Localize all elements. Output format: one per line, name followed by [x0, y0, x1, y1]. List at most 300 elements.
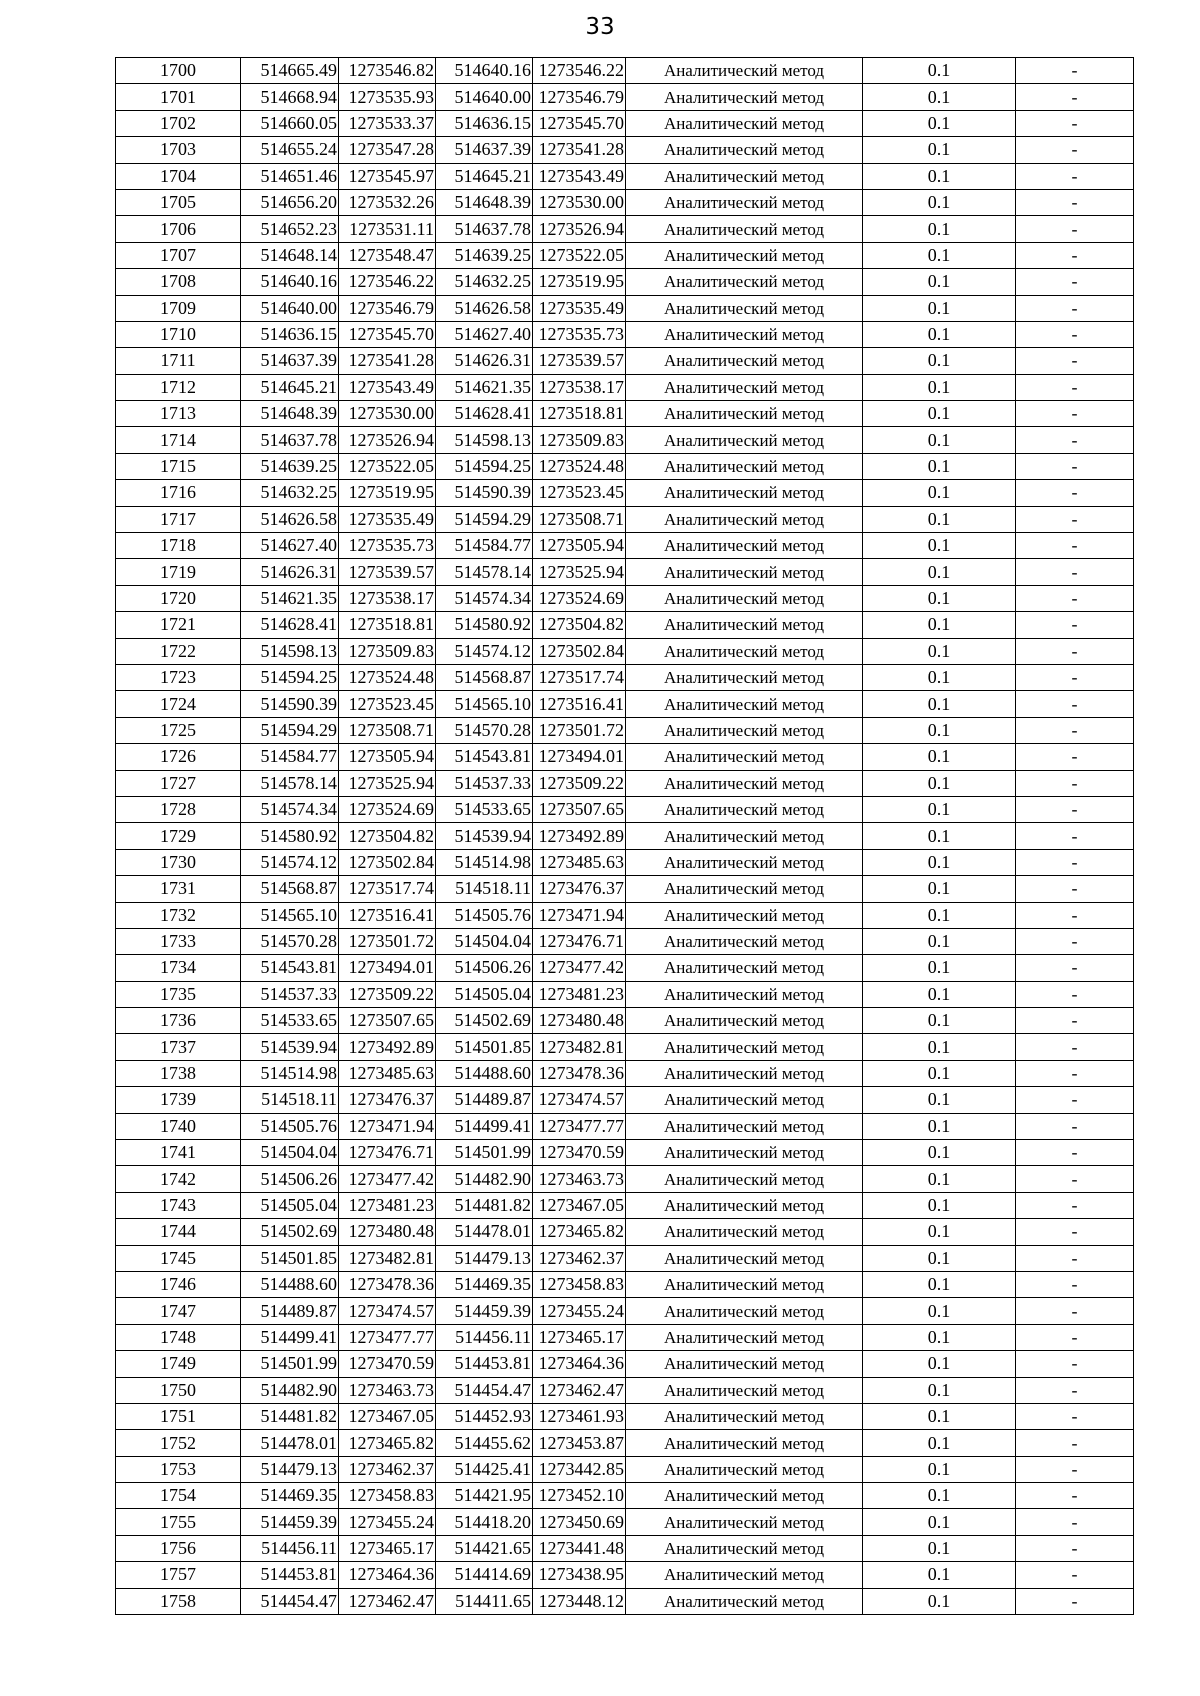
y-end-cell: 1273530.00 — [533, 189, 626, 215]
y-start-cell: 1273522.05 — [339, 453, 436, 479]
accuracy-cell: 0.1 — [863, 1060, 1016, 1086]
y-end-cell: 1273524.48 — [533, 453, 626, 479]
note-cell: - — [1016, 1403, 1134, 1429]
y-start-cell: 1273467.05 — [339, 1403, 436, 1429]
accuracy-cell: 0.1 — [863, 1377, 1016, 1403]
table-row — [116, 849, 1134, 875]
y-start-cell: 1273508.71 — [339, 717, 436, 743]
point-number-cell: 1744 — [116, 1219, 241, 1245]
table-row — [116, 1351, 1134, 1377]
y-end-cell: 1273448.12 — [533, 1588, 626, 1614]
y-end-cell: 1273480.48 — [533, 1008, 626, 1034]
point-number-cell: 1732 — [116, 902, 241, 928]
y-end-cell: 1273519.95 — [533, 269, 626, 295]
x-end-cell: 514565.10 — [436, 691, 533, 717]
method-cell: Аналитический метод — [626, 559, 863, 585]
method-cell: Аналитический метод — [626, 981, 863, 1007]
point-number-cell: 1752 — [116, 1430, 241, 1456]
accuracy-cell: 0.1 — [863, 1140, 1016, 1166]
point-number-cell: 1716 — [116, 480, 241, 506]
note-cell: - — [1016, 1430, 1134, 1456]
y-start-cell: 1273531.11 — [339, 216, 436, 242]
y-start-cell: 1273548.47 — [339, 242, 436, 268]
y-end-cell: 1273501.72 — [533, 717, 626, 743]
table-row — [116, 163, 1134, 189]
page-number: 33 — [585, 14, 615, 40]
table-row — [116, 58, 1134, 84]
y-end-cell: 1273526.94 — [533, 216, 626, 242]
note-cell: - — [1016, 533, 1134, 559]
table-row — [116, 928, 1134, 954]
x-end-cell: 514568.87 — [436, 664, 533, 690]
x-end-cell: 514533.65 — [436, 796, 533, 822]
x-start-cell: 514479.13 — [241, 1456, 339, 1482]
accuracy-cell: 0.1 — [863, 348, 1016, 374]
point-number-cell: 1737 — [116, 1034, 241, 1060]
x-start-cell: 514565.10 — [241, 902, 339, 928]
y-end-cell: 1273463.73 — [533, 1166, 626, 1192]
point-number-cell: 1724 — [116, 691, 241, 717]
x-end-cell: 514580.92 — [436, 612, 533, 638]
y-end-cell: 1273464.36 — [533, 1351, 626, 1377]
accuracy-cell: 0.1 — [863, 453, 1016, 479]
y-end-cell: 1273546.22 — [533, 58, 626, 84]
x-end-cell: 514418.20 — [436, 1509, 533, 1535]
y-end-cell: 1273523.45 — [533, 480, 626, 506]
y-start-cell: 1273533.37 — [339, 110, 436, 136]
method-cell: Аналитический метод — [626, 1008, 863, 1034]
table-row — [116, 559, 1134, 585]
note-cell: - — [1016, 189, 1134, 215]
table-row — [116, 823, 1134, 849]
table-row — [116, 1324, 1134, 1350]
point-number-cell: 1713 — [116, 401, 241, 427]
y-end-cell: 1273465.82 — [533, 1219, 626, 1245]
note-cell: - — [1016, 137, 1134, 163]
note-cell: - — [1016, 559, 1134, 585]
note-cell: - — [1016, 1456, 1134, 1482]
y-start-cell: 1273485.63 — [339, 1060, 436, 1086]
x-end-cell: 514481.82 — [436, 1192, 533, 1218]
table-row — [116, 1166, 1134, 1192]
table-row — [116, 1245, 1134, 1271]
x-start-cell: 514637.78 — [241, 427, 339, 453]
accuracy-cell: 0.1 — [863, 506, 1016, 532]
accuracy-cell: 0.1 — [863, 1087, 1016, 1113]
y-end-cell: 1273504.82 — [533, 612, 626, 638]
x-start-cell: 514459.39 — [241, 1509, 339, 1535]
note-cell: - — [1016, 1245, 1134, 1271]
note-cell: - — [1016, 1008, 1134, 1034]
method-cell: Аналитический метод — [626, 955, 863, 981]
y-end-cell: 1273525.94 — [533, 559, 626, 585]
x-start-cell: 514488.60 — [241, 1271, 339, 1297]
method-cell: Аналитический метод — [626, 321, 863, 347]
note-cell: - — [1016, 348, 1134, 374]
accuracy-cell: 0.1 — [863, 744, 1016, 770]
x-start-cell: 514543.81 — [241, 955, 339, 981]
x-start-cell: 514627.40 — [241, 533, 339, 559]
point-number-cell: 1703 — [116, 137, 241, 163]
y-start-cell: 1273546.79 — [339, 295, 436, 321]
point-number-cell: 1707 — [116, 242, 241, 268]
y-start-cell: 1273458.83 — [339, 1483, 436, 1509]
x-start-cell: 514456.11 — [241, 1535, 339, 1561]
point-number-cell: 1755 — [116, 1509, 241, 1535]
method-cell: Аналитический метод — [626, 876, 863, 902]
y-end-cell: 1273509.83 — [533, 427, 626, 453]
y-end-cell: 1273546.79 — [533, 84, 626, 110]
method-cell: Аналитический метод — [626, 928, 863, 954]
accuracy-cell: 0.1 — [863, 1245, 1016, 1271]
point-number-cell: 1741 — [116, 1140, 241, 1166]
note-cell: - — [1016, 1271, 1134, 1297]
table-row — [116, 480, 1134, 506]
method-cell: Аналитический метод — [626, 401, 863, 427]
point-number-cell: 1714 — [116, 427, 241, 453]
y-end-cell: 1273438.95 — [533, 1562, 626, 1588]
point-number-cell: 1739 — [116, 1087, 241, 1113]
point-number-cell: 1735 — [116, 981, 241, 1007]
method-cell: Аналитический метод — [626, 664, 863, 690]
y-start-cell: 1273462.47 — [339, 1588, 436, 1614]
method-cell: Аналитический метод — [626, 506, 863, 532]
y-start-cell: 1273539.57 — [339, 559, 436, 585]
note-cell: - — [1016, 770, 1134, 796]
y-end-cell: 1273485.63 — [533, 849, 626, 875]
x-end-cell: 514469.35 — [436, 1271, 533, 1297]
x-start-cell: 514537.33 — [241, 981, 339, 1007]
method-cell: Аналитический метод — [626, 1535, 863, 1561]
point-number-cell: 1720 — [116, 585, 241, 611]
table-row — [116, 876, 1134, 902]
accuracy-cell: 0.1 — [863, 1008, 1016, 1034]
y-start-cell: 1273477.77 — [339, 1324, 436, 1350]
y-start-cell: 1273516.41 — [339, 902, 436, 928]
y-end-cell: 1273477.77 — [533, 1113, 626, 1139]
accuracy-cell: 0.1 — [863, 1430, 1016, 1456]
table-row — [116, 189, 1134, 215]
x-end-cell: 514640.00 — [436, 84, 533, 110]
table-row — [116, 664, 1134, 690]
x-start-cell: 514454.47 — [241, 1588, 339, 1614]
note-cell: - — [1016, 269, 1134, 295]
x-end-cell: 514584.77 — [436, 533, 533, 559]
y-start-cell: 1273547.28 — [339, 137, 436, 163]
y-end-cell: 1273494.01 — [533, 744, 626, 770]
method-cell: Аналитический метод — [626, 533, 863, 559]
note-cell: - — [1016, 1377, 1134, 1403]
y-start-cell: 1273481.23 — [339, 1192, 436, 1218]
y-start-cell: 1273535.73 — [339, 533, 436, 559]
note-cell: - — [1016, 1483, 1134, 1509]
note-cell: - — [1016, 955, 1134, 981]
note-cell: - — [1016, 453, 1134, 479]
y-start-cell: 1273526.94 — [339, 427, 436, 453]
point-number-cell: 1728 — [116, 796, 241, 822]
y-start-cell: 1273463.73 — [339, 1377, 436, 1403]
x-start-cell: 514660.05 — [241, 110, 339, 136]
point-number-cell: 1738 — [116, 1060, 241, 1086]
point-number-cell: 1736 — [116, 1008, 241, 1034]
y-end-cell: 1273467.05 — [533, 1192, 626, 1218]
x-end-cell: 514626.58 — [436, 295, 533, 321]
accuracy-cell: 0.1 — [863, 1113, 1016, 1139]
x-end-cell: 514455.62 — [436, 1430, 533, 1456]
y-start-cell: 1273509.22 — [339, 981, 436, 1007]
accuracy-cell: 0.1 — [863, 902, 1016, 928]
x-start-cell: 514453.81 — [241, 1562, 339, 1588]
point-number-cell: 1740 — [116, 1113, 241, 1139]
x-start-cell: 514645.21 — [241, 374, 339, 400]
x-start-cell: 514668.94 — [241, 84, 339, 110]
point-number-cell: 1733 — [116, 928, 241, 954]
method-cell: Аналитический метод — [626, 1271, 863, 1297]
note-cell: - — [1016, 1562, 1134, 1588]
method-cell: Аналитический метод — [626, 796, 863, 822]
point-number-cell: 1730 — [116, 849, 241, 875]
y-start-cell: 1273492.89 — [339, 1034, 436, 1060]
accuracy-cell: 0.1 — [863, 269, 1016, 295]
note-cell: - — [1016, 110, 1134, 136]
x-end-cell: 514504.04 — [436, 928, 533, 954]
method-cell: Аналитический метод — [626, 1298, 863, 1324]
accuracy-cell: 0.1 — [863, 321, 1016, 347]
x-start-cell: 514514.98 — [241, 1060, 339, 1086]
accuracy-cell: 0.1 — [863, 955, 1016, 981]
note-cell: - — [1016, 374, 1134, 400]
method-cell: Аналитический метод — [626, 163, 863, 189]
table-row — [116, 216, 1134, 242]
accuracy-cell: 0.1 — [863, 1483, 1016, 1509]
table-row — [116, 321, 1134, 347]
point-number-cell: 1701 — [116, 84, 241, 110]
accuracy-cell: 0.1 — [863, 981, 1016, 1007]
note-cell: - — [1016, 216, 1134, 242]
table-row — [116, 1535, 1134, 1561]
x-end-cell: 514636.15 — [436, 110, 533, 136]
x-end-cell: 514421.65 — [436, 1535, 533, 1561]
x-end-cell: 514598.13 — [436, 427, 533, 453]
point-number-cell: 1705 — [116, 189, 241, 215]
y-start-cell: 1273545.70 — [339, 321, 436, 347]
method-cell: Аналитический метод — [626, 1430, 863, 1456]
table-row — [116, 691, 1134, 717]
table-row — [116, 1140, 1134, 1166]
x-start-cell: 514481.82 — [241, 1403, 339, 1429]
x-end-cell: 514594.29 — [436, 506, 533, 532]
table-row — [116, 453, 1134, 479]
point-number-cell: 1734 — [116, 955, 241, 981]
table-row — [116, 1034, 1134, 1060]
x-start-cell: 514648.39 — [241, 401, 339, 427]
table-row — [116, 1377, 1134, 1403]
point-number-cell: 1754 — [116, 1483, 241, 1509]
x-end-cell: 514514.98 — [436, 849, 533, 875]
y-start-cell: 1273530.00 — [339, 401, 436, 427]
x-end-cell: 514590.39 — [436, 480, 533, 506]
note-cell: - — [1016, 1060, 1134, 1086]
method-cell: Аналитический метод — [626, 585, 863, 611]
y-start-cell: 1273545.97 — [339, 163, 436, 189]
table-row — [116, 1562, 1134, 1588]
note-cell: - — [1016, 1113, 1134, 1139]
y-end-cell: 1273509.22 — [533, 770, 626, 796]
x-end-cell: 514539.94 — [436, 823, 533, 849]
accuracy-cell: 0.1 — [863, 1588, 1016, 1614]
y-start-cell: 1273474.57 — [339, 1298, 436, 1324]
x-start-cell: 514469.35 — [241, 1483, 339, 1509]
table-row — [116, 110, 1134, 136]
table-row — [116, 506, 1134, 532]
point-number-cell: 1745 — [116, 1245, 241, 1271]
point-number-cell: 1706 — [116, 216, 241, 242]
y-end-cell: 1273541.28 — [533, 137, 626, 163]
note-cell: - — [1016, 902, 1134, 928]
x-start-cell: 514655.24 — [241, 137, 339, 163]
accuracy-cell: 0.1 — [863, 427, 1016, 453]
y-start-cell: 1273482.81 — [339, 1245, 436, 1271]
table-body — [116, 58, 1134, 1615]
table-row — [116, 585, 1134, 611]
note-cell: - — [1016, 295, 1134, 321]
y-start-cell: 1273543.49 — [339, 374, 436, 400]
method-cell: Аналитический метод — [626, 1483, 863, 1509]
x-start-cell: 514598.13 — [241, 638, 339, 664]
point-number-cell: 1722 — [116, 638, 241, 664]
note-cell: - — [1016, 664, 1134, 690]
note-cell: - — [1016, 744, 1134, 770]
note-cell: - — [1016, 401, 1134, 427]
x-end-cell: 514626.31 — [436, 348, 533, 374]
y-start-cell: 1273535.93 — [339, 84, 436, 110]
y-start-cell: 1273517.74 — [339, 876, 436, 902]
accuracy-cell: 0.1 — [863, 1219, 1016, 1245]
note-cell: - — [1016, 585, 1134, 611]
method-cell: Аналитический метод — [626, 902, 863, 928]
x-start-cell: 514482.90 — [241, 1377, 339, 1403]
y-start-cell: 1273471.94 — [339, 1113, 436, 1139]
method-cell: Аналитический метод — [626, 691, 863, 717]
table-row — [116, 1298, 1134, 1324]
x-start-cell: 514590.39 — [241, 691, 339, 717]
x-start-cell: 514518.11 — [241, 1087, 339, 1113]
accuracy-cell: 0.1 — [863, 1166, 1016, 1192]
x-start-cell: 514648.14 — [241, 242, 339, 268]
table-row — [116, 981, 1134, 1007]
y-end-cell: 1273539.57 — [533, 348, 626, 374]
note-cell: - — [1016, 1298, 1134, 1324]
x-end-cell: 514414.69 — [436, 1562, 533, 1588]
x-end-cell: 514452.93 — [436, 1403, 533, 1429]
accuracy-cell: 0.1 — [863, 1456, 1016, 1482]
note-cell: - — [1016, 84, 1134, 110]
method-cell: Аналитический метод — [626, 1192, 863, 1218]
note-cell: - — [1016, 1351, 1134, 1377]
table-row — [116, 533, 1134, 559]
method-cell: Аналитический метод — [626, 374, 863, 400]
note-cell: - — [1016, 876, 1134, 902]
method-cell: Аналитический метод — [626, 189, 863, 215]
y-end-cell: 1273538.17 — [533, 374, 626, 400]
y-end-cell: 1273476.71 — [533, 928, 626, 954]
method-cell: Аналитический метод — [626, 269, 863, 295]
accuracy-cell: 0.1 — [863, 189, 1016, 215]
x-end-cell: 514478.01 — [436, 1219, 533, 1245]
method-cell: Аналитический метод — [626, 1245, 863, 1271]
note-cell: - — [1016, 1509, 1134, 1535]
x-end-cell: 514578.14 — [436, 559, 533, 585]
note-cell: - — [1016, 823, 1134, 849]
y-end-cell: 1273474.57 — [533, 1087, 626, 1113]
y-end-cell: 1273461.93 — [533, 1403, 626, 1429]
y-start-cell: 1273470.59 — [339, 1351, 436, 1377]
x-start-cell: 514639.25 — [241, 453, 339, 479]
method-cell: Аналитический метод — [626, 453, 863, 479]
y-end-cell: 1273476.37 — [533, 876, 626, 902]
y-start-cell: 1273478.36 — [339, 1271, 436, 1297]
x-end-cell: 514499.41 — [436, 1113, 533, 1139]
accuracy-cell: 0.1 — [863, 1034, 1016, 1060]
method-cell: Аналитический метод — [626, 638, 863, 664]
table-row — [116, 1219, 1134, 1245]
method-cell: Аналитический метод — [626, 1509, 863, 1535]
y-end-cell: 1273452.10 — [533, 1483, 626, 1509]
point-number-cell: 1721 — [116, 612, 241, 638]
x-start-cell: 514651.46 — [241, 163, 339, 189]
x-start-cell: 514594.25 — [241, 664, 339, 690]
method-cell: Аналитический метод — [626, 1140, 863, 1166]
y-end-cell: 1273450.69 — [533, 1509, 626, 1535]
y-end-cell: 1273524.69 — [533, 585, 626, 611]
x-start-cell: 514501.85 — [241, 1245, 339, 1271]
x-end-cell: 514645.21 — [436, 163, 533, 189]
note-cell: - — [1016, 1535, 1134, 1561]
accuracy-cell: 0.1 — [863, 1192, 1016, 1218]
x-start-cell: 514574.34 — [241, 796, 339, 822]
x-end-cell: 514489.87 — [436, 1087, 533, 1113]
note-cell: - — [1016, 981, 1134, 1007]
y-end-cell: 1273516.41 — [533, 691, 626, 717]
x-end-cell: 514648.39 — [436, 189, 533, 215]
accuracy-cell: 0.1 — [863, 374, 1016, 400]
y-start-cell: 1273538.17 — [339, 585, 436, 611]
method-cell: Аналитический метод — [626, 480, 863, 506]
table-row — [116, 1483, 1134, 1509]
y-end-cell: 1273455.24 — [533, 1298, 626, 1324]
y-end-cell: 1273462.47 — [533, 1377, 626, 1403]
point-number-cell: 1758 — [116, 1588, 241, 1614]
y-start-cell: 1273502.84 — [339, 849, 436, 875]
accuracy-cell: 0.1 — [863, 585, 1016, 611]
table-row — [116, 744, 1134, 770]
y-start-cell: 1273535.49 — [339, 506, 436, 532]
x-end-cell: 514506.26 — [436, 955, 533, 981]
point-number-cell: 1756 — [116, 1535, 241, 1561]
accuracy-cell: 0.1 — [863, 612, 1016, 638]
point-number-cell: 1746 — [116, 1271, 241, 1297]
x-start-cell: 514574.12 — [241, 849, 339, 875]
table-row — [116, 1008, 1134, 1034]
method-cell: Аналитический метод — [626, 242, 863, 268]
x-end-cell: 514543.81 — [436, 744, 533, 770]
table-row — [116, 1588, 1134, 1614]
accuracy-cell: 0.1 — [863, 717, 1016, 743]
accuracy-cell: 0.1 — [863, 480, 1016, 506]
accuracy-cell: 0.1 — [863, 559, 1016, 585]
accuracy-cell: 0.1 — [863, 1403, 1016, 1429]
point-number-cell: 1753 — [116, 1456, 241, 1482]
